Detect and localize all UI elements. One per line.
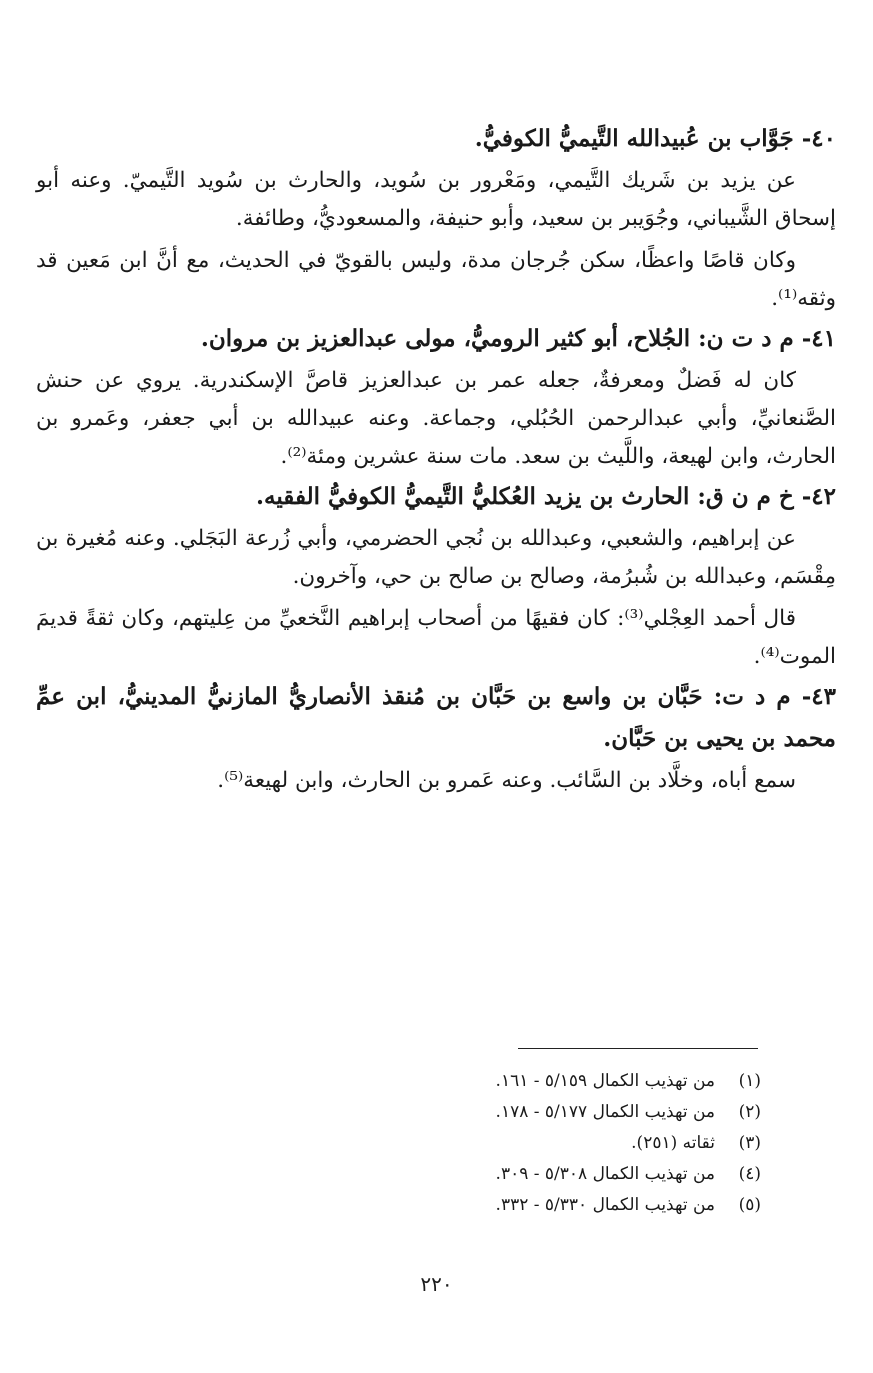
- footnote-text: من تهذيب الكمال ٥/٣٣٠ - ٣٣٢.: [495, 1195, 715, 1215]
- entry-paragraph: عن يزيد بن شَريك التَّيمي، ومَعْرور بن سُويد، والحارث بن سُويد التَّيميّ. وعنه أبو إسحاق الشَّيباني، وجُوَيبر بن سعيد، وأبو حنيفة، والمسعوديُّ، وطائفة.: [36, 168, 836, 231]
- entry-paragraph: كان له فَضلٌ ومعرفةٌ، جعله عمر بن عبدالعزيز قاصَّ الإسكندرية. يروي عن حنش الصَّنعانيِّ، وأبي عبدالرحمن الحُبُلي، وجماعة. وعنه عبيدالله بن أبي جعفر، وعَمرو بن الحارث، وابن لهيعة، واللَّيث بن سعد. مات سنة عشرين ومئة⁽²⁾.: [36, 368, 836, 469]
- footnote-marker: (٤): [738, 1164, 761, 1184]
- entry-paragraph: عن إبراهيم، والشعبي، وعبدالله بن نُجي الحضرمي، وأبي زُرعة البَجَلي. وعنه مُغيرة بن مِقْسَم، وعبدالله بن شُبرُمة، وصالح بن صالح بن حي، وآخرون.: [36, 526, 836, 589]
- footnote-text: من تهذيب الكمال ٥/١٥٩ - ١٦١.: [495, 1071, 715, 1091]
- footnotes: [241, 1066, 761, 1221]
- entry-40: [36, 118, 836, 318]
- footnote-marker: (١): [738, 1071, 761, 1091]
- footnote-text: من تهذيب الكمال ٥/٣٠٨ - ٣٠٩.: [495, 1164, 715, 1184]
- footnote-text: ثقاته (٢٥١).: [631, 1133, 715, 1153]
- entry-heading: ٤٣- م د ت: حَبَّان بن واسع بن حَبَّان بن مُنقذ الأنصاريُّ المازنيُّ المدينيُّ، ابن عمِّ محمد بن يحيى بن حَبَّان.: [36, 683, 836, 752]
- entry-43: [36, 676, 836, 800]
- footnote-marker: (٢): [738, 1102, 761, 1122]
- footnote-marker: (٥): [738, 1195, 761, 1215]
- entry-42: [36, 476, 836, 676]
- footnote-item: [241, 1097, 761, 1128]
- page-number: ٢٢٠: [420, 1272, 453, 1296]
- footnote-item: [241, 1159, 761, 1190]
- entry-heading: ٤٠- جَوَّاب بن عُبيدالله التَّيميُّ الكوفيُّ.: [474, 125, 836, 152]
- footnote-item: [241, 1190, 761, 1221]
- entry-paragraph: وكان قاصًا واعظًا، سكن جُرجان مدة، وليس بالقويّ في الحديث، مع أنَّ ابن مَعين قد وثقه⁽¹⁾.: [36, 248, 836, 311]
- footnote-item: [241, 1066, 761, 1097]
- footnote-marker: (٣): [738, 1133, 761, 1153]
- entry-paragraph: سمع أباه، وخلَّاد بن السَّائب. وعنه عَمرو بن الحارث، وابن لهيعة⁽⁵⁾.: [217, 768, 796, 793]
- entry-heading: ٤١- م د ت ن: الجُلاح، أبو كثير الروميُّ، مولى عبدالعزيز بن مروان.: [200, 325, 836, 352]
- entry-heading: ٤٢- خ م ن ق: الحارث بن يزيد العُكليُّ التَّيميُّ الكوفيُّ الفقيه.: [256, 483, 836, 510]
- footnote-item: [241, 1128, 761, 1159]
- entry-paragraph: قال أحمد العِجْلي⁽³⁾: كان فقيهًا من أصحاب إبراهيم النَّخعيِّ من عِليتهم، وكان ثقةً قديمَ الموت⁽⁴⁾.: [36, 606, 836, 669]
- entry-41: [36, 318, 836, 476]
- footnote-text: من تهذيب الكمال ٥/١٧٧ - ١٧٨.: [495, 1102, 715, 1122]
- footnote-divider: [518, 1048, 758, 1049]
- page-body: [36, 112, 836, 800]
